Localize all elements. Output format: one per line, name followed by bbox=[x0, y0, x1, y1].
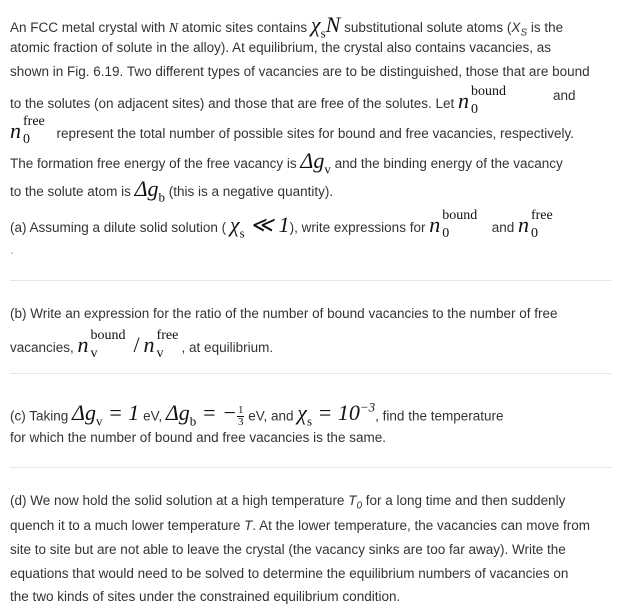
text-span: ≪ bbox=[250, 212, 274, 237]
text-span: 1 bbox=[237, 404, 244, 417]
intro-line-2 bbox=[10, 40, 551, 55]
part-d-line-5 bbox=[10, 589, 400, 604]
var-Xs: X bbox=[511, 20, 521, 35]
text-span: n bbox=[429, 212, 441, 237]
text-span: bound bbox=[471, 84, 507, 99]
text: An FCC metal crystal with bbox=[10, 20, 170, 35]
math-n0-free bbox=[10, 114, 45, 147]
text: is the bbox=[527, 20, 564, 35]
text-span: (this is a negative quantity). bbox=[165, 184, 334, 199]
text-span: represent the total number of possible sites for bound and free vacancies, respectively. bbox=[56, 126, 575, 141]
math-N: N bbox=[325, 12, 341, 37]
text-span: v bbox=[90, 346, 98, 361]
math-dgv-c bbox=[72, 400, 140, 429]
math-xs bbox=[310, 12, 326, 41]
math-dgb-c bbox=[165, 400, 237, 429]
text-span: bound bbox=[90, 328, 126, 343]
text-span: b bbox=[189, 413, 197, 429]
text-span: v bbox=[95, 413, 103, 429]
text-span: , at equilibrium. bbox=[181, 340, 274, 355]
text-span: quench it to a much lower temperature bbox=[10, 518, 245, 533]
text-span: (c) Taking bbox=[10, 408, 73, 424]
math-xs-ll-1 bbox=[229, 212, 290, 241]
text-span: free bbox=[530, 208, 553, 223]
text-span: s bbox=[320, 25, 326, 41]
divider-3 bbox=[10, 467, 612, 468]
math-n0-free-a bbox=[517, 208, 553, 241]
part-a-line bbox=[10, 208, 553, 241]
text-span: shown in Fig. 6.19. Two different types of vacancies are to be distinguished, those that are bound bbox=[10, 64, 590, 79]
text-span: vacancies, bbox=[10, 340, 78, 355]
text-span: s bbox=[239, 225, 245, 241]
text-span: (b) Write an expression for the ratio of the number of bound vacancies to the number of free bbox=[10, 306, 558, 321]
text-span: Δg bbox=[134, 176, 159, 201]
text-span: eV, bbox=[139, 408, 166, 424]
text-span: n bbox=[143, 332, 155, 357]
text-and: and bbox=[553, 88, 576, 103]
divider-1 bbox=[10, 280, 612, 281]
text-span: χ bbox=[310, 12, 321, 37]
intro-line-6 bbox=[10, 148, 563, 177]
text-span: b bbox=[158, 189, 165, 205]
text-span: / bbox=[133, 332, 140, 357]
text-span: The formation free energy of the free vacancy is bbox=[10, 156, 301, 171]
text-span: (a) Assuming a dilute solid solution ( bbox=[10, 220, 227, 235]
text-span: 3 bbox=[237, 416, 244, 429]
text-span: Δg bbox=[165, 400, 190, 426]
intro-line-1 bbox=[10, 12, 563, 41]
part-c-line-1 bbox=[10, 400, 504, 430]
intro-line-7 bbox=[10, 176, 333, 205]
text-span: n bbox=[517, 212, 529, 237]
math-n0-bound-a bbox=[429, 208, 478, 241]
text-span: n bbox=[77, 332, 89, 357]
text-span: 0 bbox=[530, 226, 538, 241]
text-span: 1 bbox=[278, 212, 290, 237]
text-span: n bbox=[458, 88, 470, 113]
text-span: . bbox=[10, 242, 14, 257]
part-b-line-1 bbox=[10, 306, 558, 321]
text-span: = − bbox=[201, 400, 237, 426]
text-span: eV, and bbox=[244, 408, 298, 424]
text-span: Δg bbox=[300, 148, 325, 173]
math-n0-bound bbox=[458, 84, 507, 117]
text-span: Δg bbox=[72, 400, 96, 426]
text-span: T bbox=[348, 493, 357, 508]
text-span: to the solute atom is bbox=[10, 184, 135, 199]
text-span: site to site but are not able to leave the crystal (the vacancy sinks are too far away). Write the bbox=[10, 542, 566, 557]
text-span: 0 bbox=[442, 226, 450, 241]
text-span: equations that would need to be solved to determine the equilibrium numbers of vacancies on bbox=[10, 566, 569, 581]
text-span: for which the number of bound and free vacancies is the same. bbox=[10, 430, 386, 445]
intro-line-4 bbox=[10, 84, 576, 117]
text-span: 0 bbox=[471, 102, 479, 117]
text-span: χ bbox=[297, 400, 307, 426]
text-span: v bbox=[156, 346, 164, 361]
text-span: for a long time and then suddenly bbox=[362, 493, 566, 508]
text-span: T bbox=[244, 518, 253, 533]
intro-line-3 bbox=[10, 64, 590, 79]
intro-line-5 bbox=[10, 114, 575, 147]
var-N: N bbox=[169, 20, 179, 35]
text-span: and bbox=[491, 220, 518, 235]
math-dgb bbox=[134, 176, 165, 205]
text-span: , find the temperature bbox=[375, 408, 504, 424]
text: atomic sites contains bbox=[178, 20, 311, 35]
text-span: = 1 bbox=[107, 400, 140, 426]
text-span: free bbox=[156, 328, 179, 343]
text-span: and the binding energy of the vacancy bbox=[330, 156, 563, 171]
text-span: 0 bbox=[356, 500, 363, 512]
text-span: v bbox=[324, 161, 331, 177]
math-xs-c bbox=[297, 400, 376, 429]
part-d-line-4 bbox=[10, 566, 568, 581]
text-span: s bbox=[306, 413, 313, 429]
part-d-line-1 bbox=[10, 493, 565, 512]
text-span: (d) We now hold the solid solution at a high temperature bbox=[10, 493, 349, 508]
text-span: = 10 bbox=[317, 400, 360, 426]
math-ratio bbox=[77, 328, 208, 361]
math-dgv bbox=[300, 148, 331, 177]
text-span: −3 bbox=[359, 400, 376, 415]
text-span: atomic fraction of solute in the alloy). At equilibrium, the crystal also contains vacancies, as bbox=[10, 40, 552, 55]
var-Xs-sub: S bbox=[520, 27, 528, 39]
text-span: to the solutes (on adjacent sites) and those that are free of the solutes. Let bbox=[10, 96, 459, 111]
text-span: . At the lower temperature, the vacancies can move from bbox=[252, 518, 591, 533]
part-d-line-2 bbox=[10, 518, 590, 533]
text-span: free bbox=[23, 114, 45, 129]
part-c-line-2 bbox=[10, 430, 386, 445]
text-span: bound bbox=[442, 208, 478, 223]
text-span: χ bbox=[229, 212, 240, 237]
text-span: n bbox=[10, 118, 21, 143]
part-d-line-3 bbox=[10, 542, 566, 557]
text-span: the two kinds of sites under the constrained equilibrium condition. bbox=[10, 589, 401, 604]
text: substitutional solute atoms ( bbox=[344, 20, 512, 35]
divider-2 bbox=[10, 373, 612, 374]
part-a-dot bbox=[10, 242, 14, 257]
part-b-line-2 bbox=[10, 328, 274, 361]
text-span: ), write expressions for bbox=[289, 220, 430, 235]
text-span: 0 bbox=[23, 132, 30, 147]
